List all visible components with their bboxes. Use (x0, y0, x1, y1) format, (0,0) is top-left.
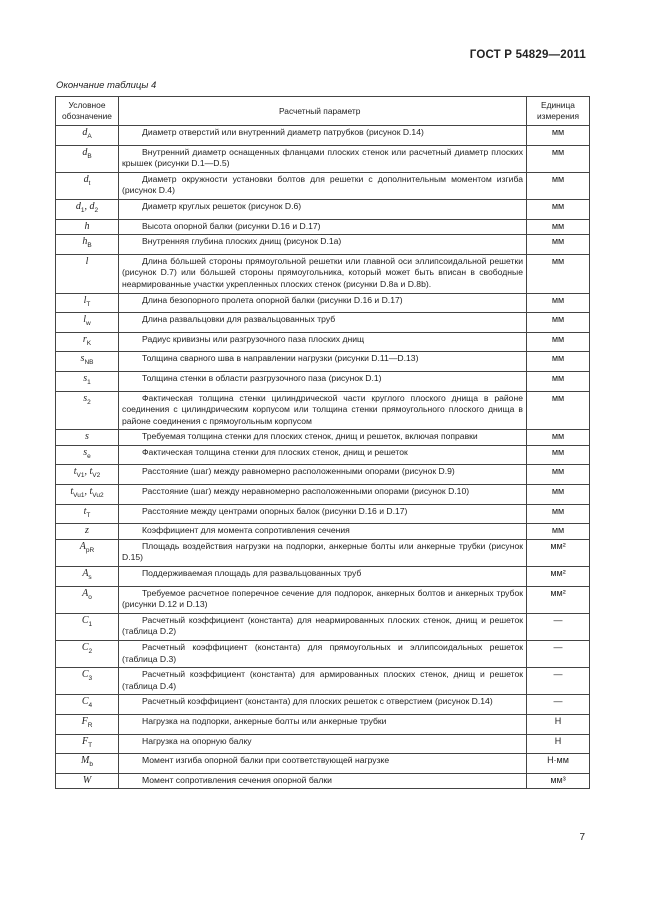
parameter-cell: Длина бóльшей стороны прямоугольной решетки или главной оси эллипсоидальной решетки (рисунок D.7) или бóльшей стороны прямоугольника, который может быть вписан в свободные неармированные участки укрепленных плоских стенок (рисунки D.8a и D.8b). (119, 254, 527, 293)
symbol-cell: $h_B$ (56, 235, 119, 255)
unit-cell: мм (527, 504, 590, 524)
parameter-cell: Нагрузка на опорную балку (119, 734, 527, 754)
unit-cell: мм² (527, 586, 590, 613)
parameter-cell: Коэффициент для момента сопротивления сечения (119, 524, 527, 540)
table-row (56, 219, 590, 235)
unit-cell: Н (527, 734, 590, 754)
unit-cell: мм (527, 465, 590, 485)
parameter-cell: Расчетный коэффициент (константа) для прямоугольных и эллипсоидальных решеток (таблица D.3) (119, 641, 527, 668)
parameter-cell: Момент сопротивления сечения опорной балки (119, 773, 527, 789)
table-row (56, 504, 590, 524)
unit-cell: мм (527, 145, 590, 172)
parameter-cell: Фактическая толщина стенки цилиндрической части круглого плоского днища в районе соединения с цилиндрическим корпусом или толщина стенки прямоугольного плоского днища в районе соединения с прямоугольным корпусом (119, 391, 527, 430)
unit-cell: — (527, 668, 590, 695)
symbol-cell: $A_s$ (56, 567, 119, 587)
unit-cell: мм (527, 219, 590, 235)
parameter-cell: Диаметр окружности установки болтов для решетки с дополнительным моментом изгиба (рисунок D.4) (119, 172, 527, 199)
unit-cell: мм (527, 485, 590, 505)
symbol-cell: $t_{V1}$, $t_{V2}$ (56, 465, 119, 485)
unit-cell: — (527, 613, 590, 640)
parameter-cell: Требуемая толщина стенки для плоских стенок, днищ и решеток, включая поправки (119, 430, 527, 446)
symbol-cell: s (56, 430, 119, 446)
symbol-cell: $d_B$ (56, 145, 119, 172)
symbol-cell: $t_{Vu1}$, $t_{Vu2}$ (56, 485, 119, 505)
parameter-cell: Момент изгиба опорной балки при соответствующей нагрузке (119, 754, 527, 774)
unit-cell: мм (527, 430, 590, 446)
unit-cell: Н (527, 714, 590, 734)
table-row (56, 445, 590, 465)
parameter-cell: Длина безопорного пролета опорной балки (рисунки D.16 и D.17) (119, 293, 527, 313)
symbol-cell: l (56, 254, 119, 293)
symbol-cell: $C_4$ (56, 695, 119, 715)
page-number: 7 (579, 832, 585, 843)
symbol-cell: $t_T$ (56, 504, 119, 524)
table-row (56, 734, 590, 754)
table-header-row (56, 97, 590, 126)
unit-cell: мм (527, 391, 590, 430)
header-unit: Единица измерения (527, 97, 590, 126)
unit-cell: мм (527, 235, 590, 255)
parameter-cell: Нагрузка на подпорки, анкерные болты или анкерные трубки (119, 714, 527, 734)
unit-cell: мм (527, 126, 590, 146)
symbol-cell: h (56, 219, 119, 235)
table-row (56, 539, 590, 566)
table-row (56, 352, 590, 372)
parameter-cell: Внутренняя глубина плоских днищ (рисунок D.1a) (119, 235, 527, 255)
symbol-cell: $s_{NB}$ (56, 352, 119, 372)
parameter-cell: Требуемое расчетное поперечное сечение для подпорок, анкерных болтов и анкерных трубок (рисунки D.12 и D.13) (119, 586, 527, 613)
table-row (56, 524, 590, 540)
parameter-cell: Расчетный коэффициент (константа) для плоских решеток с отверстием (рисунок D.14) (119, 695, 527, 715)
header-symbol: Условное обозначение (56, 97, 119, 126)
unit-cell: мм (527, 254, 590, 293)
unit-cell: мм (527, 199, 590, 219)
symbol-cell: $C_1$ (56, 613, 119, 640)
symbol-cell: $r_K$ (56, 332, 119, 352)
symbol-cell: $s_2$ (56, 391, 119, 430)
table-row (56, 235, 590, 255)
parameter-cell: Расчетный коэффициент (константа) для армированных плоских стенок, днищ и решеток (таблица D.4) (119, 668, 527, 695)
unit-cell: — (527, 695, 590, 715)
parameter-cell: Поддерживаемая площадь для развальцованных труб (119, 567, 527, 587)
unit-cell: — (527, 641, 590, 668)
unit-cell: мм (527, 332, 590, 352)
parameter-cell: Расстояние между центрами опорных балок (рисунки D.16 и D.17) (119, 504, 527, 524)
unit-cell: мм (527, 172, 590, 199)
symbol-cell: $A_o$ (56, 586, 119, 613)
standard-designation: ГОСТ Р 54829—2011 (469, 49, 586, 61)
table-row (56, 567, 590, 587)
table-row (56, 668, 590, 695)
symbol-cell: $s_e$ (56, 445, 119, 465)
symbol-cell: $M_b$ (56, 754, 119, 774)
symbol-cell: z (56, 524, 119, 540)
parameter-cell: Радиус кривизны или разгрузочного паза плоских днищ (119, 332, 527, 352)
parameter-cell: Фактическая толщина стенки для плоских стенок, днищ и решеток (119, 445, 527, 465)
parameter-cell: Высота опорной балки (рисунки D.16 и D.17) (119, 219, 527, 235)
parameter-cell: Площадь воздействия нагрузки на подпорки, анкерные болты или анкерные трубки (рисунок D.15) (119, 539, 527, 566)
table-row (56, 371, 590, 391)
symbol-cell: $C_2$ (56, 641, 119, 668)
table-row (56, 430, 590, 446)
symbol-cell: $d_1$, $d_2$ (56, 199, 119, 219)
table-row (56, 613, 590, 640)
symbol-cell: $F_R$ (56, 714, 119, 734)
symbol-cell: $F_T$ (56, 734, 119, 754)
unit-cell: мм (527, 313, 590, 333)
unit-cell: Н·мм (527, 754, 590, 774)
unit-cell: мм³ (527, 773, 590, 789)
table-row (56, 641, 590, 668)
table-row (56, 313, 590, 333)
table-row (56, 293, 590, 313)
table-row (56, 485, 590, 505)
symbol-cell: $s_1$ (56, 371, 119, 391)
table-row (56, 145, 590, 172)
table-row (56, 254, 590, 293)
parameter-cell: Внутренний диаметр оснащенных фланцами плоских стенок или расчетный диаметр плоских крышек (рисунки D.1—D.5) (119, 145, 527, 172)
unit-cell: мм (527, 293, 590, 313)
parameter-cell: Расстояние (шаг) между неравномерно расположенными опорами (рисунок D.10) (119, 485, 527, 505)
parameter-cell: Расчетный коэффициент (константа) для неармированных плоских стенок, днищ и решеток (таблица D.2) (119, 613, 527, 640)
table-row (56, 126, 590, 146)
symbol-cell: $C_3$ (56, 668, 119, 695)
table-row (56, 391, 590, 430)
table-row (56, 199, 590, 219)
table-row (56, 754, 590, 774)
table-row (56, 465, 590, 485)
table-row (56, 714, 590, 734)
symbol-cell: $l_T$ (56, 293, 119, 313)
unit-cell: мм (527, 352, 590, 372)
unit-cell: мм (527, 445, 590, 465)
table-row (56, 586, 590, 613)
unit-cell: мм (527, 371, 590, 391)
symbol-cell: $d_t$ (56, 172, 119, 199)
unit-cell: мм (527, 524, 590, 540)
table-caption: Окончание таблицы 4 (56, 80, 157, 91)
symbol-cell: $A_{pR}$ (56, 539, 119, 566)
parameter-cell: Толщина стенки в области разгрузочного паза (рисунок D.1) (119, 371, 527, 391)
parameter-cell: Диаметр отверстий или внутренний диаметр патрубков (рисунок D.14) (119, 126, 527, 146)
unit-cell: мм² (527, 567, 590, 587)
symbol-cell: $l_w$ (56, 313, 119, 333)
parameter-cell: Расстояние (шаг) между равномерно расположенными опорами (рисунок D.9) (119, 465, 527, 485)
table-row (56, 172, 590, 199)
table-row (56, 332, 590, 352)
parameter-cell: Диаметр круглых решеток (рисунок D.6) (119, 199, 527, 219)
parameter-cell: Длина развальцовки для развальцованных труб (119, 313, 527, 333)
symbol-cell: W (56, 773, 119, 789)
parameters-table (55, 96, 590, 789)
parameter-cell: Толщина сварного шва в направлении нагрузки (рисунки D.11—D.13) (119, 352, 527, 372)
table-row (56, 695, 590, 715)
unit-cell: мм² (527, 539, 590, 566)
table-row (56, 773, 590, 789)
symbol-cell: $d_A$ (56, 126, 119, 146)
header-parameter: Расчетный параметр (119, 97, 527, 126)
